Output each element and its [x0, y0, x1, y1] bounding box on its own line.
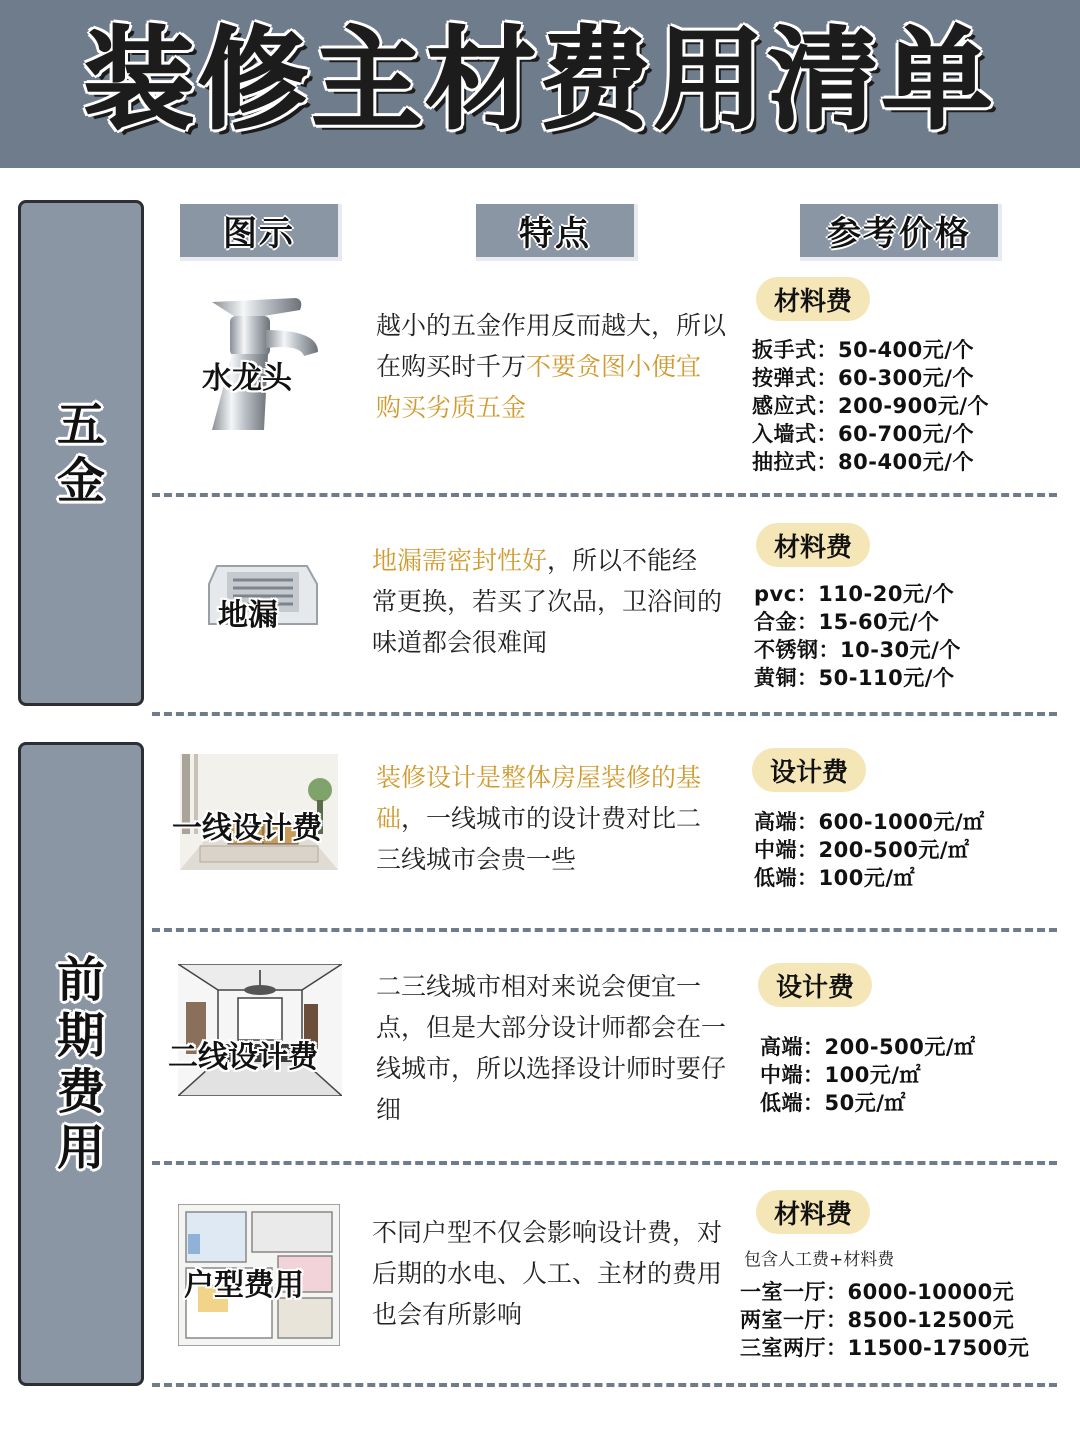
price-line: 一室一厅：6000-10000元	[740, 1280, 1015, 1304]
price-line: 入墙式：60-700元/个	[752, 422, 974, 446]
price-line: 扳手式：50-400元/个	[752, 338, 974, 362]
cost-type-badge: 材料费	[756, 277, 870, 321]
price-line: 两室一厅：8500-12500元	[740, 1308, 1015, 1332]
section-char: 前	[56, 952, 105, 1008]
cost-type-badge: 材料费	[756, 523, 870, 567]
desc-text: 越小的五金作用反而越大，所以在购买时千万	[376, 311, 727, 381]
desc-highlight: 不要贪图小便宜购买劣质五金	[376, 352, 702, 422]
price-line: 感应式：200-900元/个	[752, 394, 990, 418]
cost-type-badge: 设计费	[758, 963, 872, 1007]
header-feature: 特点	[476, 204, 638, 261]
section-hardware	[18, 200, 144, 706]
page-title: 装修主材费用清单	[84, 16, 996, 144]
price-line: 不锈钢：10-30元/个	[754, 638, 961, 662]
cost-type-badge: 设计费	[752, 748, 866, 792]
section-char: 用	[56, 1120, 105, 1176]
row-divider	[152, 1383, 1057, 1387]
row-divider	[152, 1161, 1057, 1165]
price-line: 高端：600-1000元/㎡	[754, 810, 985, 834]
desc-text: ，一线城市的设计费对比二三线城市会贵一些	[376, 804, 702, 874]
price-line: 黄铜：50-110元/个	[754, 666, 955, 690]
item-label: 地漏	[218, 598, 278, 633]
section-char: 五	[56, 397, 105, 453]
price-line: 低端：50元/㎡	[760, 1091, 906, 1115]
item-label: 户型费用	[184, 1268, 304, 1303]
desc-text: 二三线城市相对来说会便宜一点，但是大部分设计师都会在一线城市，所以选择设计师时要仔细	[376, 972, 727, 1124]
desc-highlight: 装修设计是整体房屋装修的基础	[376, 763, 702, 833]
item-description	[372, 540, 722, 663]
price-line: 抽拉式：80-400元/个	[752, 450, 974, 474]
price-line: 按弹式：60-300元/个	[752, 366, 974, 390]
desc-highlight: 地漏需密封性好	[372, 546, 548, 575]
item-description	[372, 1212, 724, 1335]
title-banner	[0, 0, 1080, 168]
row-divider	[152, 493, 1057, 497]
price-list	[754, 580, 961, 692]
desc-text: ，所以不能经常更换，若买了次品，卫浴间的味道都会很难闻	[372, 546, 723, 657]
price-line: 低端：100元/㎡	[754, 866, 916, 890]
price-line: 合金：15-60元/个	[754, 610, 940, 634]
price-list	[752, 336, 989, 476]
price-line: 中端：200-500元/㎡	[754, 838, 970, 862]
cost-type-badge: 材料费	[756, 1190, 870, 1234]
section-char: 费	[56, 1064, 105, 1120]
item-description	[376, 757, 726, 880]
price-line: 高端：200-500元/㎡	[760, 1035, 976, 1059]
price-list	[754, 808, 985, 892]
room-sketch-icon	[178, 964, 342, 1096]
row-divider	[152, 712, 1057, 716]
item-description	[376, 305, 726, 428]
section-char: 期	[56, 1008, 105, 1064]
section-early-costs	[18, 742, 144, 1386]
item-label: 水龙头	[202, 361, 292, 396]
desc-text: 不同户型不仅会影响设计费，对后期的水电、人工、主材的费用也会有所影响	[372, 1218, 723, 1329]
price-line: 三室两厅：11500-17500元	[740, 1336, 1030, 1360]
price-list	[740, 1278, 1029, 1362]
cost-note: 包含人工费+材料费	[744, 1250, 895, 1270]
header-illustration: 图示	[180, 204, 342, 261]
item-label: 一线设计费	[172, 811, 322, 846]
price-line: pvc：110-20元/个	[754, 582, 955, 606]
price-list	[760, 1033, 976, 1117]
row-divider	[152, 928, 1057, 932]
price-line: 中端：100元/㎡	[760, 1063, 922, 1087]
item-description	[376, 966, 726, 1130]
item-label: 二线设计费	[168, 1040, 318, 1075]
section-char: 金	[56, 453, 105, 509]
header-price: 参考价格	[800, 204, 1002, 261]
